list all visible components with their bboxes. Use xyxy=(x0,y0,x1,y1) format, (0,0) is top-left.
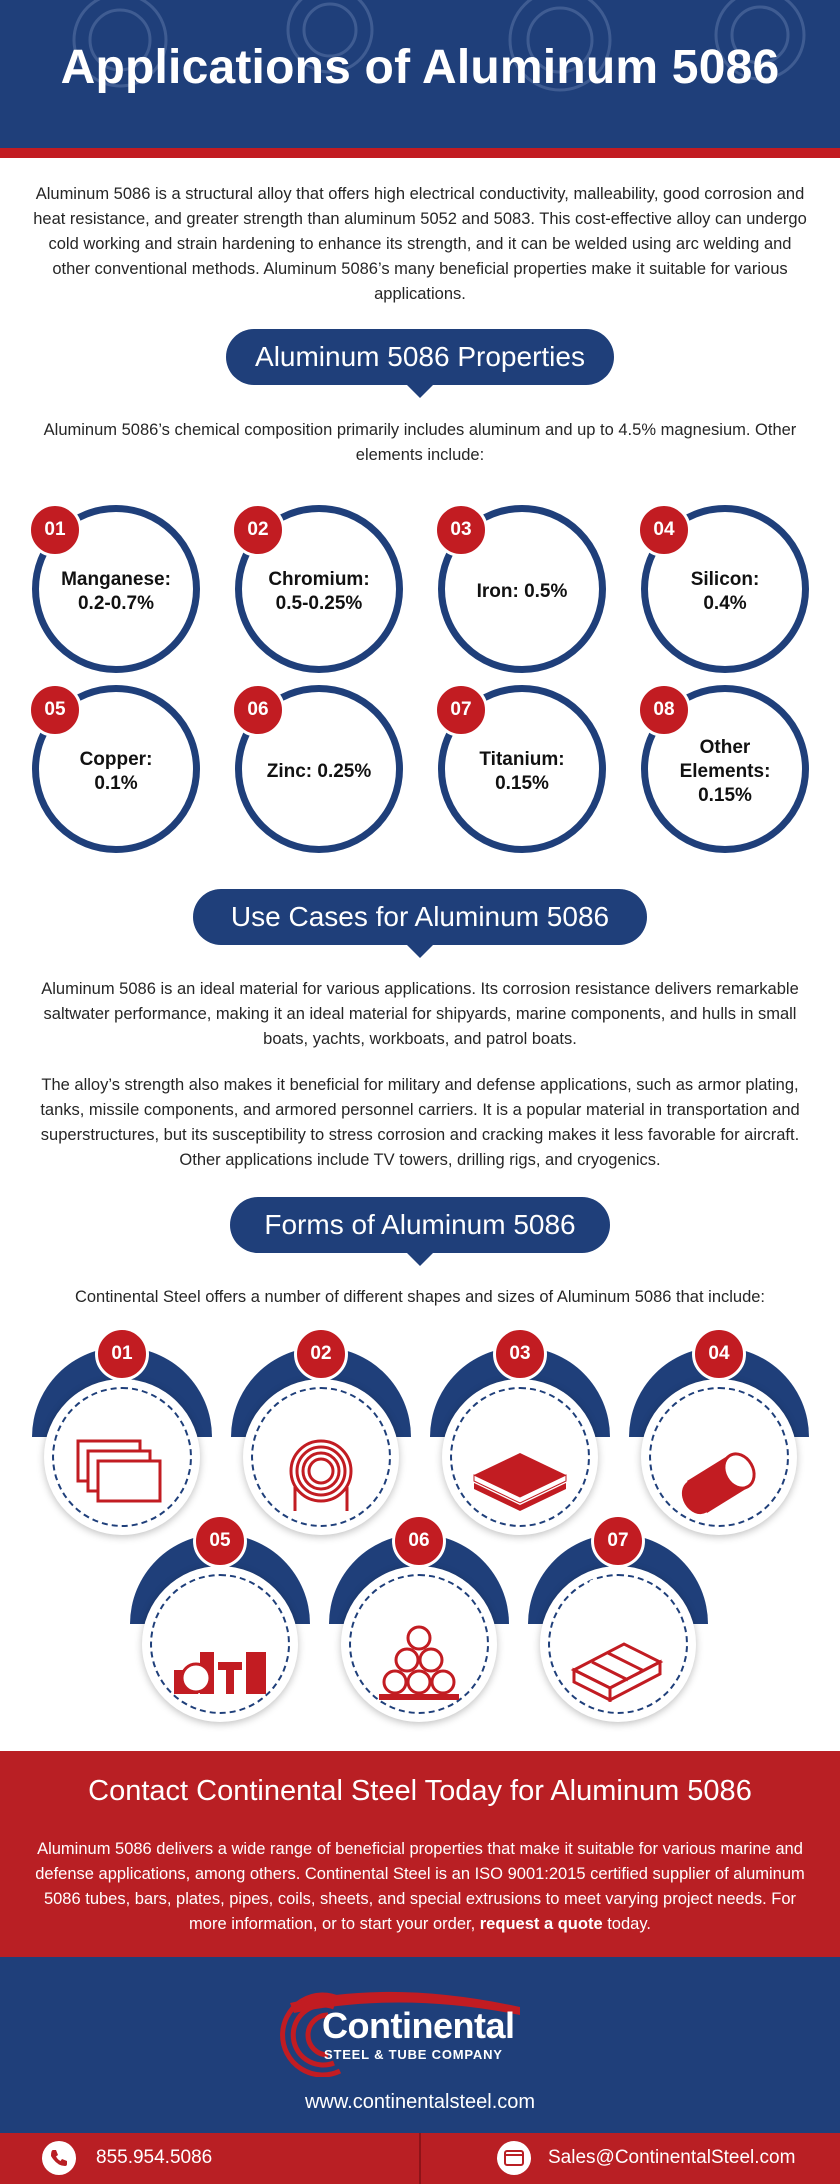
form-number-badge: 04 xyxy=(692,1327,746,1381)
form-number-badge: 01 xyxy=(95,1327,149,1381)
property-value xyxy=(61,562,171,616)
form-label xyxy=(231,1399,411,1419)
footer xyxy=(0,1957,840,2133)
property-line: Elements: xyxy=(679,761,771,782)
form-label-line: Bar xyxy=(205,1586,235,1605)
form-label-line: Special xyxy=(588,1576,648,1595)
form-item xyxy=(130,1514,310,1714)
forms-heading-text: Forms of Aluminum 5086 xyxy=(264,1209,576,1240)
header-banner xyxy=(0,0,840,148)
property-number-badge: 07 xyxy=(434,683,488,737)
property-line: Titanium: xyxy=(479,749,565,770)
contact-paragraph xyxy=(30,1837,810,1937)
request-quote-link[interactable]: request a quote xyxy=(479,1915,603,1933)
logo-brand: Continental xyxy=(322,2005,515,2046)
form-label xyxy=(629,1399,809,1419)
form-number-badge: 05 xyxy=(193,1514,247,1568)
website-link[interactable]: www.continentalsteel.com xyxy=(304,2091,536,2113)
property-line: 0.1% xyxy=(94,773,138,794)
contact-text: Aluminum 5086 delivers a wide range of beneficial properties that make it suitable for various marine and defense applications, among others. Continental Steel is an ISO 9001:2015 certified supplier of aluminum 5086 tubes, bars, plates, pipes, coils, sheets, and special extrusions to meet varying project needs. For more information, or to start your order, xyxy=(35,1840,805,1933)
form-item xyxy=(231,1327,411,1527)
form-item xyxy=(629,1327,809,1527)
contact-bar xyxy=(0,2133,840,2184)
intro-paragraph: Aluminum 5086 is a structural alloy that offers high electrical conductivity, malleability, good corrosion and heat resistance, and greater strength than aluminum 5052 and 5083. This cost-effective alloy can undergo cold working and strain hardening to enhance its strength, and it can be welded using arc welding and other conventional methods. Aluminum 5086’s many beneficial properties make it suitable for various applications. xyxy=(33,185,807,303)
form-item xyxy=(528,1514,708,1714)
use-cases-heading xyxy=(193,889,647,945)
phone-number[interactable]: 855.954.5086 xyxy=(96,2147,213,2168)
company-logo[interactable] xyxy=(270,1985,570,2077)
contact-tail: today. xyxy=(602,1915,651,1933)
contact-section xyxy=(0,1751,840,1957)
property-line: Chromium: xyxy=(268,569,370,590)
form-number-badge: 02 xyxy=(294,1327,348,1381)
coil-icon xyxy=(267,1435,375,1515)
page-title: Applications of Aluminum 5086 xyxy=(60,41,780,94)
form-item xyxy=(32,1327,212,1527)
property-value xyxy=(479,742,564,796)
form-label xyxy=(430,1399,610,1419)
form-number-badge: 06 xyxy=(392,1514,446,1568)
property-number-badge: 08 xyxy=(637,683,691,737)
tube-icon xyxy=(365,1622,473,1702)
sheet-icon xyxy=(68,1435,176,1515)
property-value xyxy=(691,562,760,616)
forms-intro: Continental Steel offers a number of different shapes and sizes of Aluminum 5086 that include: xyxy=(74,1288,766,1306)
form-label-line: Coil xyxy=(304,1399,338,1418)
property-line: 0.2-0.7% xyxy=(77,593,155,614)
contact-heading: Contact Continental Steel Today for Aluminum 5086 xyxy=(88,1775,752,1807)
form-label-line: Sheet xyxy=(98,1399,146,1418)
property-line: Copper: xyxy=(79,749,153,770)
property-line: 0.5-0.25% xyxy=(275,593,363,614)
property-line: 0.15% xyxy=(495,773,549,794)
bar-icon xyxy=(166,1622,274,1702)
property-value xyxy=(680,730,771,808)
mail-icon xyxy=(497,2141,531,2175)
phone-icon xyxy=(42,2141,76,2175)
email-address[interactable]: Sales@ContinentalSteel.com xyxy=(548,2147,796,2168)
property-value xyxy=(268,562,369,616)
form-label-line: Plate xyxy=(499,1399,541,1418)
form-label xyxy=(130,1586,310,1606)
logo-subtitle: STEEL & TUBE COMPANY xyxy=(324,2047,503,2062)
header-divider xyxy=(0,148,840,158)
form-label xyxy=(329,1586,509,1606)
plate-icon xyxy=(466,1435,574,1515)
properties-intro: Aluminum 5086’s chemical composition primarily includes aluminum and up to 4.5% magnesium. Other elements include: xyxy=(43,421,797,464)
property-line: 0.4% xyxy=(703,593,747,614)
property-line: Silicon: xyxy=(690,569,760,590)
property-value xyxy=(80,742,153,796)
property-line: Manganese: xyxy=(61,569,171,590)
property-line: 0.15% xyxy=(698,785,752,806)
use-cases-paragraph-1: Aluminum 5086 is an ideal material for various applications. Its corrosion resistance delivers remarkable saltwater performance, making it an ideal material for shipyards, marine components, and hulls in small boats, yachts, workboats, and patrol boats. xyxy=(41,980,799,1048)
use-cases-heading-text: Use Cases for Aluminum 5086 xyxy=(230,901,610,932)
property-number-badge: 01 xyxy=(28,503,82,557)
property-number-badge: 02 xyxy=(231,503,285,557)
form-label xyxy=(32,1399,212,1419)
property-line: Iron: 0.5% xyxy=(476,581,568,602)
form-label-line: Tube xyxy=(399,1586,439,1605)
properties-heading xyxy=(226,329,614,385)
property-number-badge: 06 xyxy=(231,683,285,737)
form-number-badge: 07 xyxy=(591,1514,645,1568)
property-number-badge: 05 xyxy=(28,683,82,737)
forms-heading xyxy=(230,1197,610,1253)
use-cases-paragraph-2: The alloy’s strength also makes it beneficial for military and defense applications, such as armor plating, tanks, missile components, and armored personnel carriers. It is a popular material in transportation and superstructures, but its susceptibility to stress corrosion and cracking makes it less favorable for aircraft. Other applications include TV towers, drilling rigs, and cryogenics. xyxy=(40,1076,800,1169)
form-item xyxy=(430,1327,610,1527)
property-value xyxy=(267,754,372,784)
form-label-line: Extrusions xyxy=(574,1596,662,1615)
bar-divider xyxy=(419,2133,421,2184)
form-number-badge: 03 xyxy=(493,1327,547,1381)
property-value xyxy=(477,574,568,604)
pipe-icon xyxy=(665,1435,773,1515)
extrusion-icon xyxy=(564,1622,672,1702)
form-label-line: Pipe xyxy=(701,1399,737,1418)
property-line: Other xyxy=(699,737,751,758)
property-line: Zinc: 0.25% xyxy=(266,761,372,782)
properties-heading-text: Aluminum 5086 Properties xyxy=(255,341,585,372)
property-number-badge: 04 xyxy=(637,503,691,557)
form-label xyxy=(528,1576,708,1616)
form-item xyxy=(329,1514,509,1714)
property-number-badge: 03 xyxy=(434,503,488,557)
